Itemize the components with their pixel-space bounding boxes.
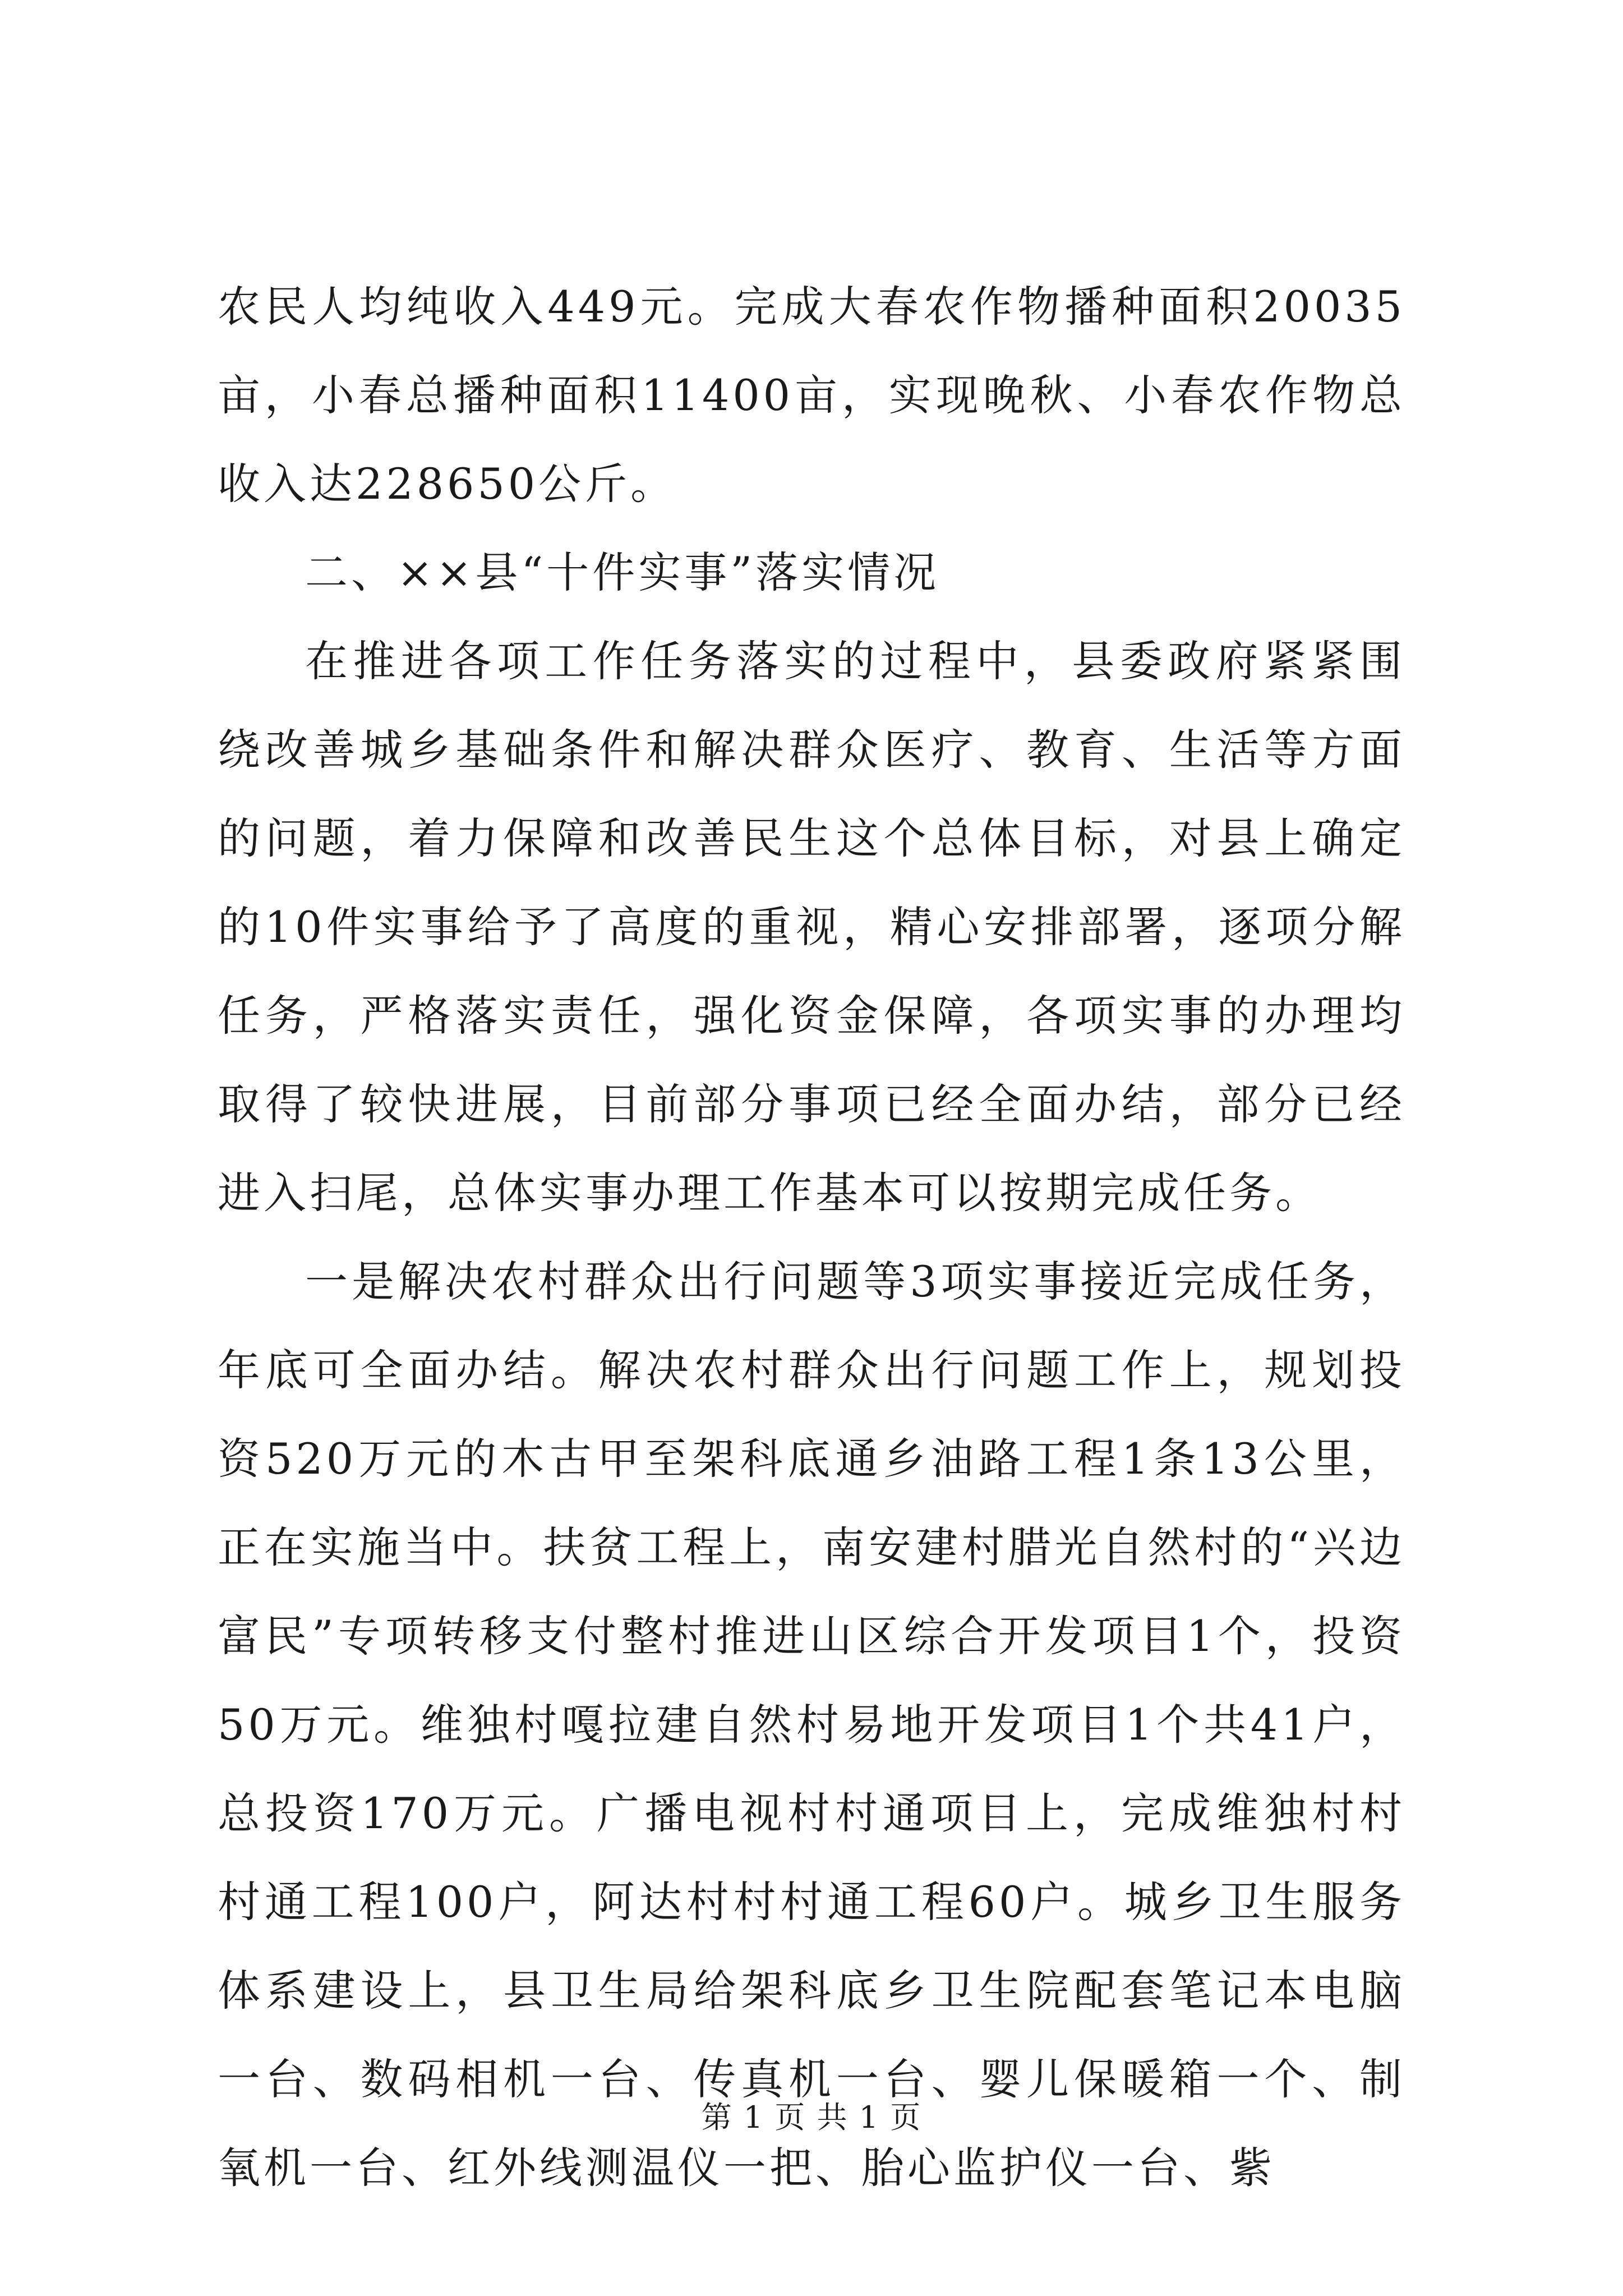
page-footer: 第 1 页 共 1 页 (701, 2100, 922, 2135)
section-heading-ten-tasks: 二、××县“十件实事”落实情况 (305, 547, 940, 597)
paragraph-rural-travel-tasks: 一是解决农村群众出行问题等3项实事接近完成任务，年底可全面办结。解决农村群众出行问题工作上，规划投资520万元的木古甲至架科底通乡油路工程1条13公里，正在实施当中。扶贫工程上，南安建村腊光自然村的“兴边富民”专项转移支付整村推进山区综合开发项目1个，投资50万元。维独村嘎拉建自然村易地开发项目1个共41户，总投资170万元。广播电视村村通项目上，完成维独村村村通工程100户，阿达村村村通工程60户。城乡卫生服务体系建设上，县卫生局给架科底乡卫生院配套笔记本电脑一台、数码相机一台、传真机一台、婴儿保暖箱一个、制氧机一台、红外线测温仪一把、胎心监护仪一台、紫 (218, 1257, 1405, 2193)
paragraph-task-implementation: 在推进各项工作任务落实的过程中，县委政府紧紧围绕改善城乡基础条件和解决群众医疗、教育、生活等方面的问题，着力保障和改善民生这个总体目标，对县上确定的10件实事给予了高度的重视，精心安排部署，逐项分解任务，严格落实责任，强化资金保障，各项实事的办理均取得了较快进展，目前部分事项已经全面办结，部分已经进入扫尾，总体实事办理工作基本可以按期完成任务。 (218, 636, 1405, 1218)
paragraph-income-summary: 农民人均纯收入449元。完成大春农作物播种面积20035亩，小春总播种面积11400亩，实现晚秋、小春农作物总收入达228650公斤。 (218, 282, 1405, 509)
document-body (218, 263, 1405, 2212)
